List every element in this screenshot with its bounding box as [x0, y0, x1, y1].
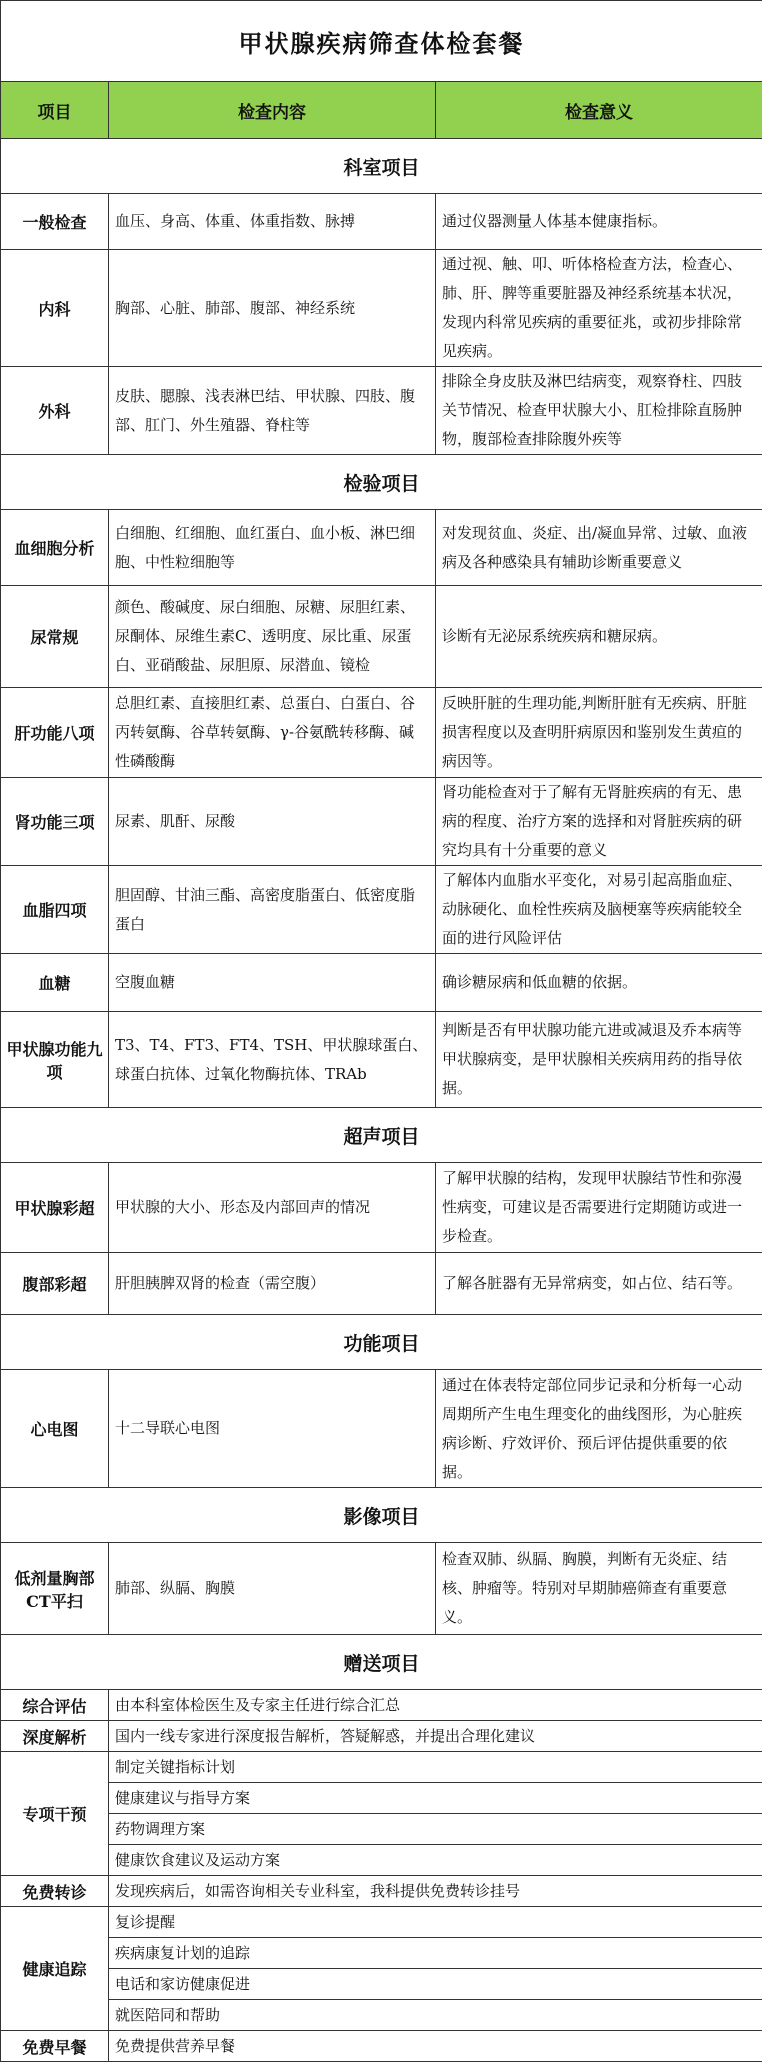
section-heading-department: 科室项目 — [1, 139, 762, 194]
row-content: 尿素、肌酐、尿酸 — [109, 778, 436, 866]
row-name: 内科 — [1, 250, 109, 367]
gift-item: 发现疾病后，如需咨询相关专业科室，我科提供免费转诊挂号 — [109, 1876, 762, 1906]
gift-name: 健康追踪 — [1, 1907, 109, 2031]
section-heading-gifts: 赠送项目 — [1, 1635, 762, 1690]
page-title: 甲状腺疾病筛查体检套餐 — [1, 1, 762, 82]
gift-item: 疾病康复计划的追踪 — [109, 1937, 762, 1968]
gift-row — [1, 1721, 762, 1752]
gift-name: 综合评估 — [1, 1690, 109, 1721]
gift-row — [1, 1876, 762, 1907]
section-heading-ultrasound: 超声项目 — [1, 1108, 762, 1163]
row-name: 甲状腺彩超 — [1, 1163, 109, 1253]
gift-item: 由本科室体检医生及专家主任进行综合汇总 — [109, 1690, 762, 1720]
row-meaning: 确诊糖尿病和低血糖的依据。 — [436, 954, 762, 1012]
row-content: 颜色、酸碱度、尿白细胞、尿糖、尿胆红素、尿酮体、尿维生素C、透明度、尿比重、尿蛋白、亚硝酸盐、尿胆原、尿潜血、镜检 — [109, 586, 436, 688]
gift-name: 免费转诊 — [1, 1876, 109, 1907]
gift-item: 制定关键指标计划 — [109, 1752, 762, 1782]
table-row — [1, 1163, 762, 1253]
row-content: 血压、身高、体重、体重指数、脉搏 — [109, 194, 436, 250]
table-row — [1, 367, 762, 455]
gift-item: 免费提供营养早餐 — [109, 2031, 762, 2061]
header-content: 检查内容 — [109, 82, 436, 139]
row-name: 外科 — [1, 367, 109, 455]
section-heading-function: 功能项目 — [1, 1315, 762, 1370]
gift-row — [1, 1907, 762, 2031]
row-meaning: 对发现贫血、炎症、出/凝血异常、过敏、血液病及各种感染具有辅助诊断重要意义 — [436, 510, 762, 586]
row-content: 皮肤、腮腺、浅表淋巴结、甲状腺、四肢、腹部、肛门、外生殖器、脊柱等 — [109, 367, 436, 455]
row-content: T3、T4、FT3、FT4、TSH、甲状腺球蛋白、球蛋白抗体、过氧化物酶抗体、TRAb — [109, 1012, 436, 1108]
row-content: 肝胆胰脾双肾的检查（需空腹） — [109, 1253, 436, 1315]
table-row — [1, 1543, 762, 1635]
table-row — [1, 586, 762, 688]
row-meaning: 了解体内血脂水平变化，对易引起高脂血症、动脉硬化、血栓性疾病及脑梗塞等疾病能较全面的进行风险评估 — [436, 866, 762, 954]
row-meaning: 了解各脏器有无异常病变，如占位、结石等。 — [436, 1253, 762, 1315]
row-content: 总胆红素、直接胆红素、总蛋白、白蛋白、谷丙转氨酶、谷草转氨酶、γ-谷氨酰转移酶、碱性磷酸酶 — [109, 688, 436, 778]
gift-item: 国内一线专家进行深度报告解析，答疑解惑，并提出合理化建议 — [109, 1721, 762, 1751]
row-name: 尿常规 — [1, 586, 109, 688]
row-content: 十二导联心电图 — [109, 1370, 436, 1488]
gift-item: 健康建议与指导方案 — [109, 1782, 762, 1813]
row-name: 肾功能三项 — [1, 778, 109, 866]
row-meaning: 通过视、触、叩、听体格检查方法，检查心、肺、肝、脾等重要脏器及神经系统基本状况，发现内科常见疾病的重要征兆，或初步排除常见疾病。 — [436, 250, 762, 367]
table-row — [1, 194, 762, 250]
table-row — [1, 778, 762, 866]
row-name: 腹部彩超 — [1, 1253, 109, 1315]
gift-name: 专项干预 — [1, 1752, 109, 1876]
row-meaning: 反映肝脏的生理功能,判断肝脏有无疾病、肝脏损害程度以及查明肝病原因和鉴别发生黄疸的病因等。 — [436, 688, 762, 778]
header-meaning: 检查意义 — [436, 82, 762, 139]
row-name: 甲状腺功能九项 — [1, 1012, 109, 1108]
section-heading-imaging: 影像项目 — [1, 1488, 762, 1543]
row-content: 甲状腺的大小、形态及内部回声的情况 — [109, 1163, 436, 1253]
table-row — [1, 1253, 762, 1315]
row-name: 低剂量胸部CT平扫 — [1, 1543, 109, 1635]
table-row — [1, 866, 762, 954]
gift-row — [1, 2031, 762, 2062]
table-row — [1, 1370, 762, 1488]
row-name: 血细胞分析 — [1, 510, 109, 586]
gift-item: 健康饮食建议及运动方案 — [109, 1844, 762, 1875]
row-meaning: 诊断有无泌尿系统疾病和糖尿病。 — [436, 586, 762, 688]
row-meaning: 肾功能检查对于了解有无肾脏疾病的有无、患病的程度、治疗方案的选择和对肾脏疾病的研究均具有十分重要的意义 — [436, 778, 762, 866]
row-meaning: 了解甲状腺的结构，发现甲状腺结节性和弥漫性病变，可建议是否需要进行定期随访或进一步检查。 — [436, 1163, 762, 1253]
gift-item: 电话和家访健康促进 — [109, 1968, 762, 1999]
table-row — [1, 954, 762, 1012]
row-meaning: 判断是否有甲状腺功能亢进或减退及乔本病等甲状腺病变，是甲状腺相关疾病用药的指导依据。 — [436, 1012, 762, 1108]
gift-row — [1, 1690, 762, 1721]
row-name: 心电图 — [1, 1370, 109, 1488]
row-content: 空腹血糖 — [109, 954, 436, 1012]
row-meaning: 通过仪器测量人体基本健康指标。 — [436, 194, 762, 250]
row-content: 肺部、纵膈、胸膜 — [109, 1543, 436, 1635]
row-content: 白细胞、红细胞、血红蛋白、血小板、淋巴细胞、中性粒细胞等 — [109, 510, 436, 586]
row-name: 血糖 — [1, 954, 109, 1012]
row-meaning: 排除全身皮肤及淋巴结病变，观察脊柱、四肢关节情况、检查甲状腺大小、肛检排除直肠肿物，腹部检查排除腹外疾等 — [436, 367, 762, 455]
table-header — [1, 82, 762, 139]
header-item: 项目 — [1, 82, 109, 139]
section-heading-laboratory: 检验项目 — [1, 455, 762, 510]
row-name: 血脂四项 — [1, 866, 109, 954]
table-row — [1, 250, 762, 367]
gift-row — [1, 1752, 762, 1876]
table-row — [1, 510, 762, 586]
gift-item: 药物调理方案 — [109, 1813, 762, 1844]
gift-name: 免费早餐 — [1, 2031, 109, 2062]
gift-item: 就医陪同和帮助 — [109, 1999, 762, 2030]
row-name: 肝功能八项 — [1, 688, 109, 778]
table-row — [1, 1012, 762, 1108]
gift-name: 深度解析 — [1, 1721, 109, 1752]
row-content: 胸部、心脏、肺部、腹部、神经系统 — [109, 250, 436, 367]
gift-item: 复诊提醒 — [109, 1907, 762, 1937]
row-name: 一般检查 — [1, 194, 109, 250]
table-row — [1, 688, 762, 778]
row-content: 胆固醇、甘油三酯、高密度脂蛋白、低密度脂蛋白 — [109, 866, 436, 954]
row-meaning: 检查双肺、纵膈、胸膜，判断有无炎症、结核、肿瘤等。特别对早期肺癌筛查有重要意义。 — [436, 1543, 762, 1635]
row-meaning: 通过在体表特定部位同步记录和分析每一心动周期所产生电生理变化的曲线图形，为心脏疾病诊断、疗效评价、预后评估提供重要的依据。 — [436, 1370, 762, 1488]
